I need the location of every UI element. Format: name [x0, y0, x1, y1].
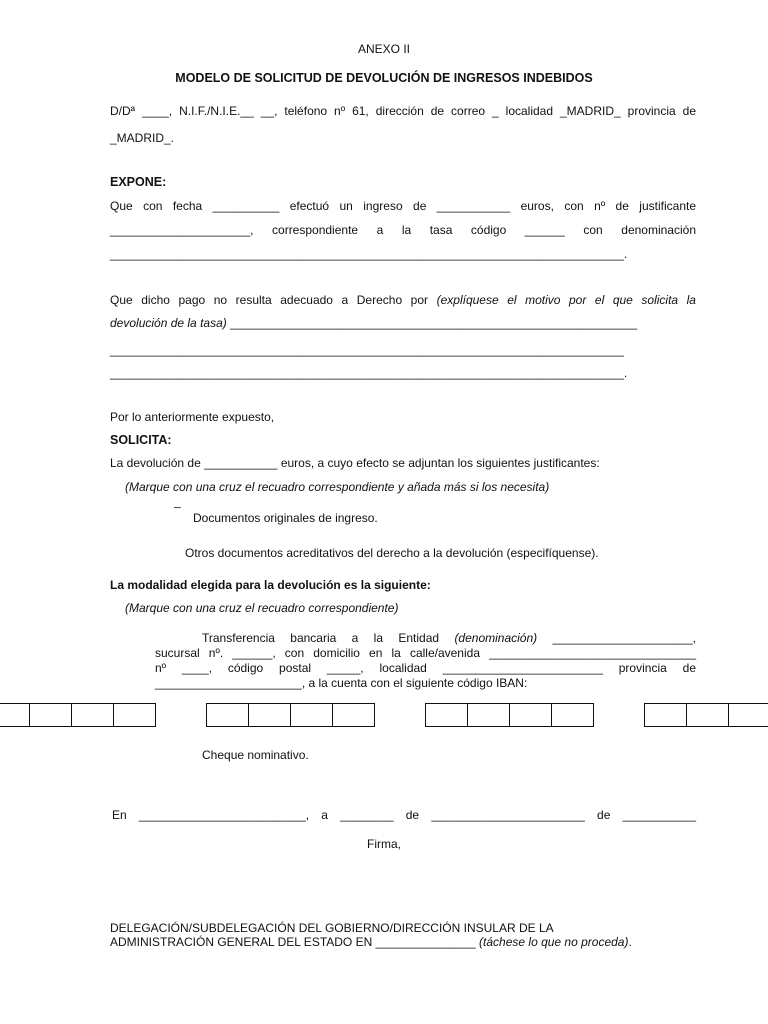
transfer-line-3: nº ____, código postal _____, localidad ________________________ provincia de: [155, 661, 696, 675]
transfer-entity-blank: _____________________,: [537, 631, 696, 645]
applicant-line-1: D/Dª ____, N.I.F./N.I.E.__ __, teléfono nº 61, dirección de correo _ localidad _MADRID_ provincia de: [110, 104, 696, 118]
footer-line-1: DELEGACIÓN/SUBDELEGACIÓN DEL GOBIERNO/DIRECCIÓN INSULAR DE LA: [110, 921, 554, 935]
iban-digit-box[interactable]: [686, 703, 729, 727]
solicita-instruction: (Marque con una cruz el recuadro correspondiente y añada más si los necesita): [125, 480, 550, 494]
iban-digit-box[interactable]: [113, 703, 156, 727]
solicita-heading: SOLICITA:: [110, 433, 172, 447]
solicita-line-1: La devolución de ___________ euros, a cuyo efecto se adjuntan los siguientes justificantes:: [110, 456, 600, 470]
footer-line-2: [110, 935, 632, 949]
transfer-label: Transferencia bancaria a la Entidad: [202, 631, 455, 645]
iban-digit-box[interactable]: [290, 703, 333, 727]
option-cheque: Cheque nominativo.: [202, 748, 309, 762]
transfer-line-2: sucursal nº. ______, con domicilio en la calle/avenida _______________________________: [155, 646, 696, 660]
iban-digit-box[interactable]: [71, 703, 114, 727]
iban-digit-box[interactable]: [206, 703, 249, 727]
iban-digit-box[interactable]: [644, 703, 687, 727]
iban-digit-box[interactable]: [0, 703, 30, 727]
iban-digit-box[interactable]: [29, 703, 72, 727]
expone-p2-line-1: [110, 293, 696, 307]
iban-group-1: [0, 703, 156, 727]
transfer-line-4: ______________________, a la cuenta con el siguiente código IBAN:: [155, 676, 528, 690]
iban-group-3: [425, 703, 594, 727]
expone-p1-line-3: _____________________________________________________________________________.: [110, 247, 628, 261]
iban-digit-box[interactable]: [332, 703, 375, 727]
expone-p2-blank: _____________________________________________________________: [226, 316, 638, 330]
iban-digit-box[interactable]: [425, 703, 468, 727]
place-date-line: En _________________________, a ________ de _______________________ de ___________: [112, 808, 696, 822]
transfer-line-1: [202, 631, 696, 645]
annex-label: ANEXO II: [357, 42, 410, 56]
page-title: MODELO DE SOLICITUD DE DEVOLUCIÓN DE INGRESOS INDEBIDOS: [175, 71, 593, 85]
applicant-line-2: _MADRID_.: [110, 131, 175, 145]
expone-p1-line-1: Que con fecha __________ efectuó un ingreso de ___________ euros, con nº de justificante: [110, 199, 696, 213]
option-other-docs: Otros documentos acreditativos del derecho a la devolución (especifíquense).: [185, 546, 599, 560]
footer-text: ADMINISTRACIÓN GENERAL DEL ESTADO EN _______________: [110, 935, 480, 949]
iban-digit-box[interactable]: [509, 703, 552, 727]
expone-heading: EXPONE:: [110, 175, 167, 189]
expone-p2-line-2: [110, 316, 637, 330]
expone-p2-line-4: _____________________________________________________________________________.: [110, 366, 628, 380]
expone-p2-instruction-end: devolución de la tasa): [110, 316, 227, 330]
expone-p1-line-2: _____________________, correspondiente a la tasa código ______ con denominación: [110, 223, 696, 237]
transfer-denominacion: (denominación): [454, 631, 538, 645]
checkbox-original-docs[interactable]: ˜˜: [174, 506, 181, 517]
expone-p2-text: Que dicho pago no resulta adecuado a Derecho por: [110, 293, 437, 307]
iban-digit-box[interactable]: [467, 703, 510, 727]
footer-instruction: (táchese lo que no proceda): [479, 935, 629, 949]
iban-group-4: [644, 703, 768, 727]
firma-label: Firma,: [367, 837, 401, 851]
expone-p2-instruction: (explíquese el motivo por el que solicita la: [436, 293, 696, 307]
iban-digit-box[interactable]: [248, 703, 291, 727]
solicita-intro: Por lo anteriormente expuesto,: [110, 410, 275, 424]
iban-digit-box[interactable]: [728, 703, 768, 727]
modalidad-instruction: (Marque con una cruz el recuadro correspondiente): [125, 601, 399, 615]
iban-group-2: [206, 703, 375, 727]
modalidad-heading: La modalidad elegida para la devolución es la siguiente:: [110, 578, 431, 592]
option-original-docs: Documentos originales de ingreso.: [193, 511, 378, 525]
expone-p2-line-3: _____________________________________________________________________________: [110, 343, 624, 357]
footer-period: .: [628, 935, 632, 949]
iban-digit-box[interactable]: [551, 703, 594, 727]
